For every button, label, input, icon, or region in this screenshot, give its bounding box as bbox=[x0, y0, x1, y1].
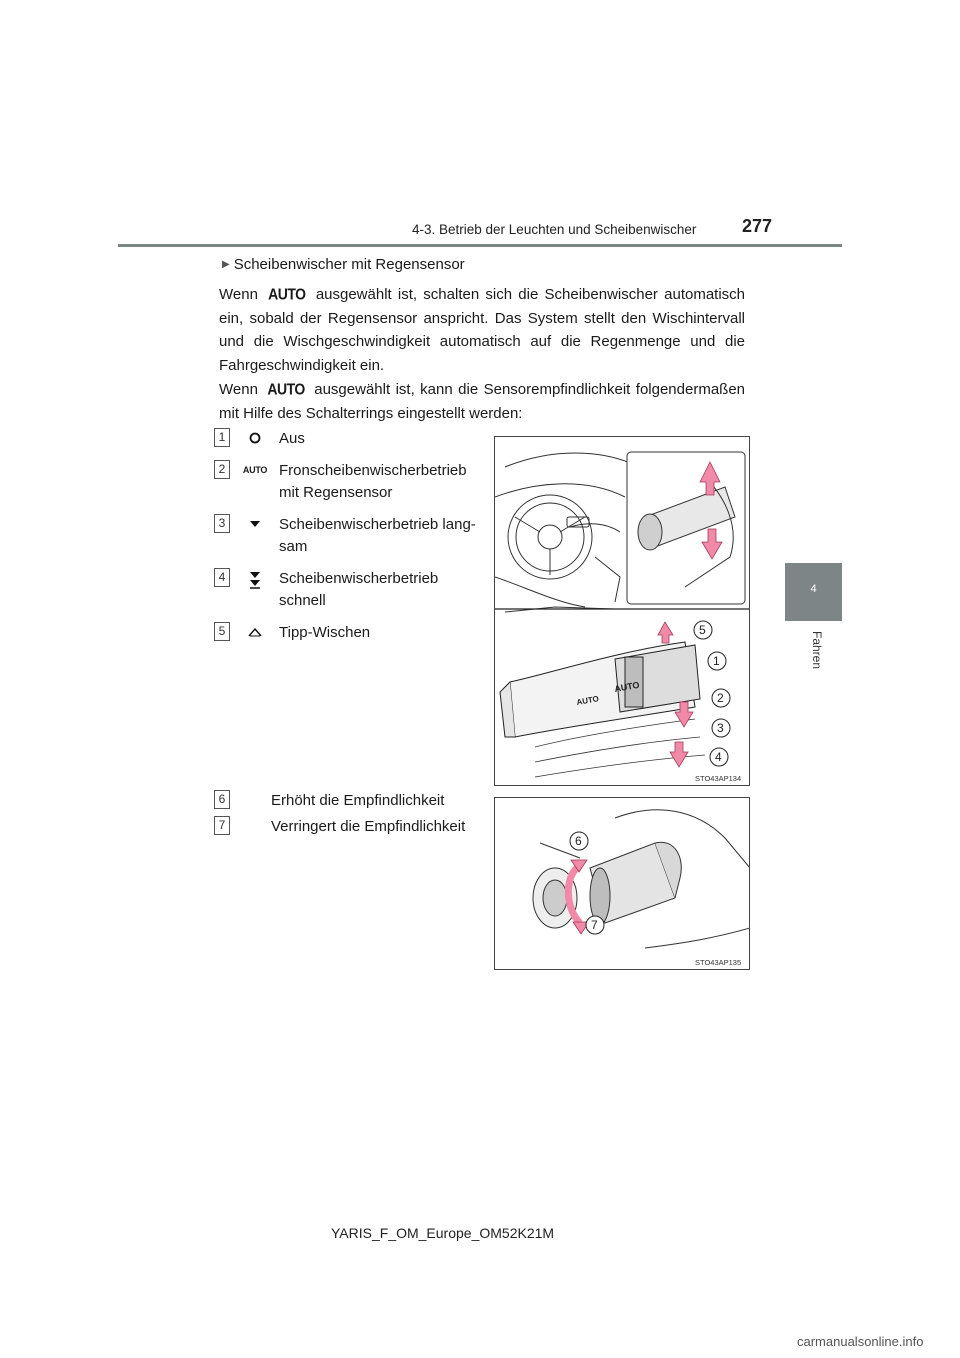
svg-text:5: 5 bbox=[699, 623, 706, 637]
single-chevron-down-icon bbox=[240, 514, 270, 534]
para1-lead: Wenn bbox=[219, 286, 258, 303]
item-number: 1 bbox=[214, 428, 230, 447]
item-number: 5 bbox=[214, 622, 230, 641]
sensitivity-ring-illustration bbox=[495, 798, 750, 970]
page-number: 277 bbox=[742, 216, 773, 236]
item-text: Verringert die Empfindlichkeit bbox=[271, 818, 466, 835]
svg-text:7: 7 bbox=[591, 918, 598, 932]
chapter-label: Fahren bbox=[810, 630, 824, 670]
list-item bbox=[214, 790, 484, 812]
off-circle-icon bbox=[240, 428, 270, 448]
subsection-heading-text: Scheibenwischer mit Regensensor bbox=[233, 256, 465, 273]
item-text: Tipp-Wischen bbox=[279, 624, 371, 641]
item-text: Fronscheibenwischerbetrieb mit Regensensor bbox=[279, 462, 467, 501]
svg-text:3: 3 bbox=[717, 721, 724, 735]
item-number: 2 bbox=[214, 460, 230, 479]
list-item bbox=[214, 428, 484, 450]
svg-text:4: 4 bbox=[715, 750, 722, 764]
item-text: Aus bbox=[279, 430, 305, 447]
svg-text:AUTO: AUTO bbox=[613, 679, 641, 694]
para2-lead: Wenn bbox=[219, 381, 258, 398]
item-number: 4 bbox=[214, 568, 230, 587]
document-id: YARIS_F_OM_Europe_OM52K21M bbox=[331, 1225, 555, 1241]
auto-icon: AUTO bbox=[242, 465, 268, 475]
svg-text:1: 1 bbox=[713, 654, 720, 668]
double-chevron-down-icon bbox=[240, 570, 270, 590]
watermark: carmanualsonline.info bbox=[797, 1334, 924, 1349]
svg-text:6: 6 bbox=[575, 834, 582, 848]
item-number: 6 bbox=[214, 790, 230, 809]
svg-text:2: 2 bbox=[717, 691, 724, 705]
paragraph-auto-description bbox=[219, 283, 745, 377]
para2-body: ausgewählt ist, kann die Sensorempfindlichkeit folgendermaßen mit Hilfe des Schalterrings eingestellt werden: bbox=[219, 381, 746, 422]
figure-code: STO43AP135 bbox=[695, 958, 742, 967]
chapter-tab[interactable]: 4 bbox=[785, 563, 842, 621]
item-text: Erhöht die Empfindlichkeit bbox=[271, 792, 445, 809]
list-item bbox=[214, 816, 484, 838]
list-item bbox=[214, 460, 484, 504]
subsection-heading bbox=[222, 256, 465, 273]
header-divider bbox=[118, 244, 842, 247]
item-text: Scheibenwischerbetrieb lang-sam bbox=[279, 516, 476, 555]
list-item bbox=[214, 514, 484, 558]
item-text: Scheibenwischerbetrieb schnell bbox=[279, 570, 439, 609]
mist-chevron-up-icon bbox=[240, 622, 270, 642]
item-number: 7 bbox=[214, 816, 230, 835]
auto-icon: AUTO bbox=[267, 380, 305, 398]
section-title: 4-3. Betrieb der Leuchten und Scheibenwischer bbox=[412, 222, 697, 237]
figure-sensitivity-ring bbox=[494, 797, 750, 970]
item-number: 3 bbox=[214, 514, 230, 533]
wiper-lever-illustration bbox=[495, 437, 750, 786]
figure-code: STO43AP134 bbox=[695, 774, 742, 783]
auto-icon: AUTO bbox=[268, 285, 306, 303]
wiper-mode-list bbox=[214, 428, 484, 644]
paragraph-sensitivity bbox=[219, 378, 745, 425]
svg-text:AUTO: AUTO bbox=[575, 694, 600, 707]
triangle-bullet-icon: ▶ bbox=[222, 259, 230, 270]
list-item bbox=[214, 622, 484, 644]
list-item bbox=[214, 568, 484, 612]
figure-wiper-lever bbox=[494, 436, 750, 786]
para1-body: ausgewählt ist, schalten sich die Scheibenwischer automatisch ein, sobald der Regensensor anspricht. Das System stellt den Wischintervall und die Wischgeschwindigkeit automatisch auf die Regenmenge und die Fahrgeschwindigkeit ein. bbox=[219, 286, 746, 374]
